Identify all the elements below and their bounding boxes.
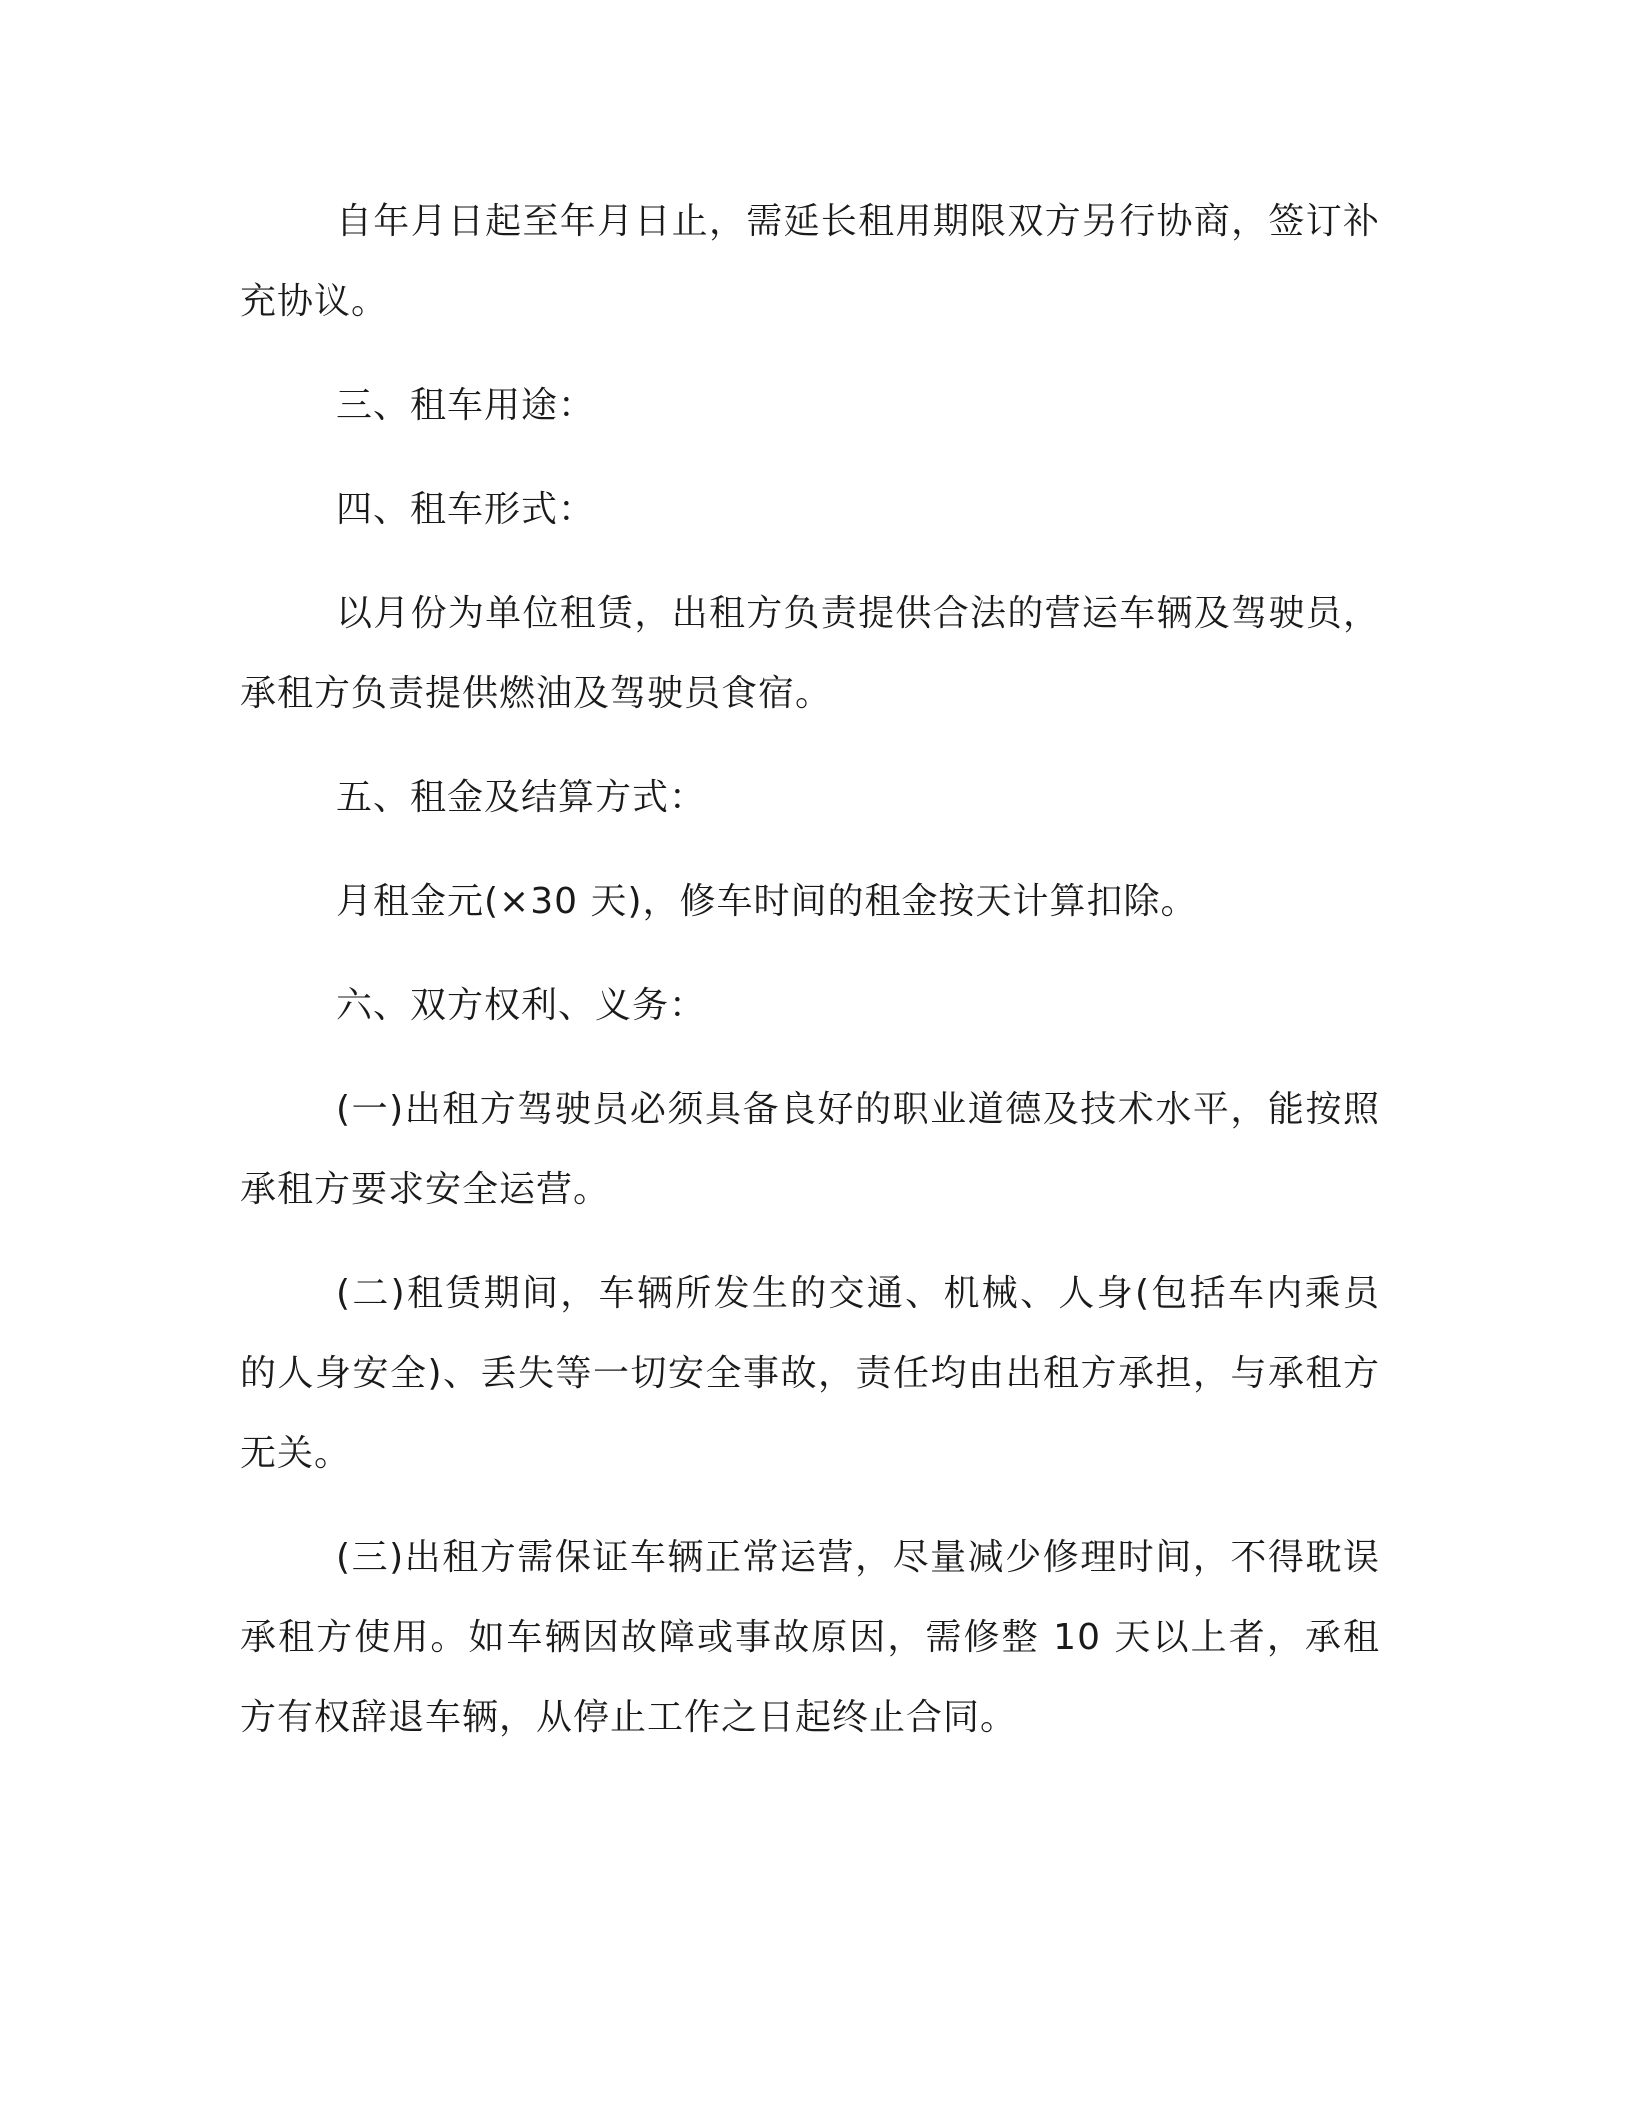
paragraph-clause-3: (三)出租方需保证车辆正常运营，尽量减少修理时间，不得耽误承租方使用。如车辆因故障或事故原因，需修整 10 天以上者，承租方有权辞退车辆，从停止工作之日起终止合同。: [240, 1537, 1380, 1738]
paragraph-clause-1: (一)出租方驾驶员必须具备良好的职业道德及技术水平，能按照承租方要求安全运营。: [240, 1089, 1380, 1210]
paragraph-rental-form: 以月份为单位租赁，出租方负责提供合法的营运车辆及驾驶员，承租方负责提供燃油及驾驶员食宿。: [240, 593, 1380, 714]
paragraph-term-extension: 自年月日起至年月日止，需延长租用期限双方另行协商，签订补充协议。: [240, 201, 1380, 322]
heading-rental-purpose: 三、租车用途：: [336, 385, 596, 426]
heading-rent-settlement: 五、租金及结算方式：: [336, 777, 707, 818]
paragraph-clause-2: (二)租赁期间，车辆所发生的交通、机械、人身(包括车内乘员的人身安全)、丢失等一切安全事故，责任均由出租方承担，与承租方无关。: [240, 1273, 1380, 1474]
document-body: [240, 182, 1380, 1758]
heading-rental-form: 四、租车形式：: [336, 489, 596, 530]
heading-rights-obligations: 六、双方权利、义务：: [336, 985, 707, 1026]
paragraph-monthly-rent: 月租金元(×30 天)，修车时间的租金按天计算扣除。: [336, 881, 1198, 922]
